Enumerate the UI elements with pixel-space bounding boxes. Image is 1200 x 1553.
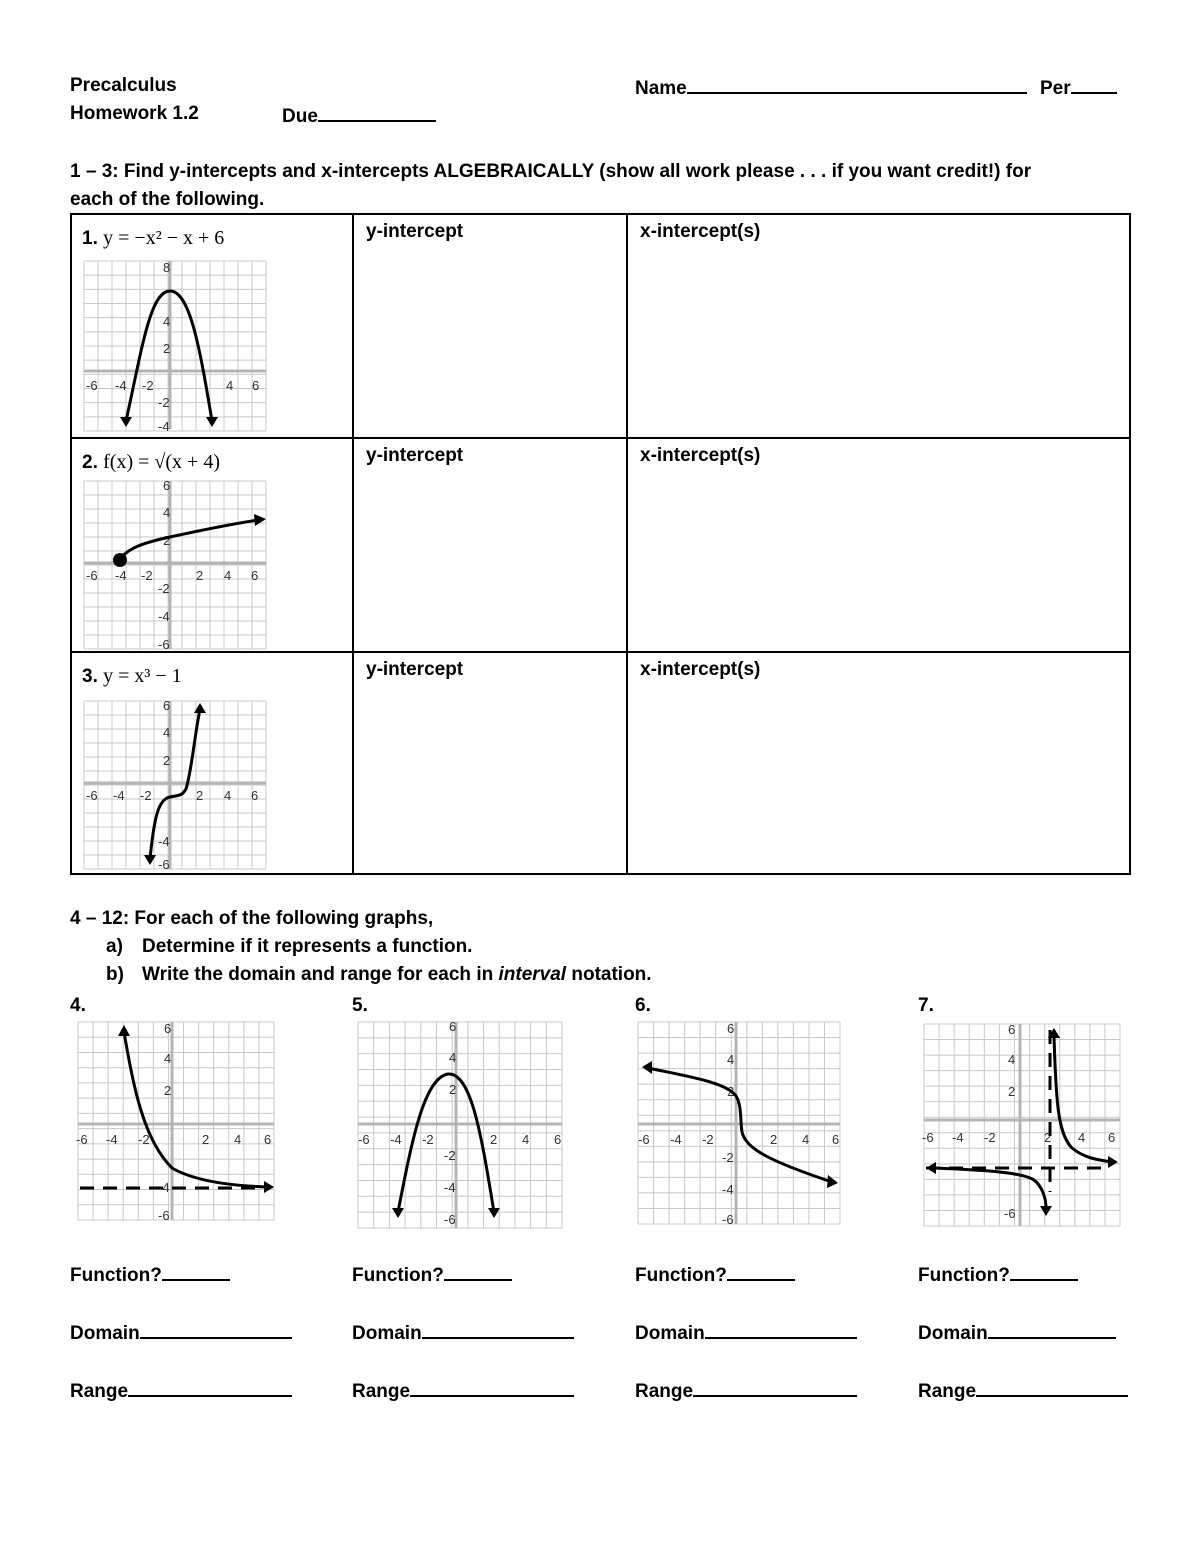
name-blank[interactable]: [687, 75, 1027, 94]
tick: -6: [1004, 1206, 1016, 1221]
tick: -6: [922, 1130, 934, 1145]
tick: -6: [722, 1212, 734, 1226]
tick: 2: [1008, 1084, 1016, 1099]
tick: -6: [76, 1132, 88, 1147]
graph-6: [636, 1020, 842, 1226]
tick: -6: [86, 788, 98, 803]
problem-6-range[interactable]: Range: [635, 1378, 857, 1403]
part2-item-a-letter: a): [106, 936, 123, 957]
problem-6-number: 6.: [635, 995, 651, 1016]
problem-7-range[interactable]: Range: [918, 1378, 1128, 1403]
problem-7-number: 7.: [918, 995, 934, 1016]
course-title: Precalculus: [70, 75, 177, 96]
tick: 4: [449, 1050, 457, 1065]
tick: -2: [444, 1148, 456, 1163]
tick: 6: [164, 1021, 172, 1036]
tick: 4: [226, 378, 234, 393]
tick: 4: [802, 1132, 810, 1147]
graph-4-curve: [124, 1032, 268, 1187]
tick: -4: [158, 1180, 170, 1195]
problem-4-number: 4.: [70, 995, 86, 1016]
problem-3-equation: y = x³ − 1: [103, 665, 182, 687]
problem-3-x-intercepts[interactable]: [627, 652, 1130, 874]
graph-2-curve: [120, 520, 258, 560]
tick: 6: [163, 699, 171, 713]
endpoint-dot: [113, 553, 127, 567]
tick: 8: [163, 260, 171, 275]
x-intercept-header: x-intercept(s): [640, 659, 761, 680]
tick: -6: [86, 568, 98, 583]
tick: 2: [196, 788, 204, 803]
part2-item-a: Determine if it represents a function.: [142, 936, 473, 957]
problem-7-domain[interactable]: Domain: [918, 1320, 1116, 1345]
name-label: Name: [635, 78, 687, 99]
tick: -4: [106, 1132, 118, 1147]
due-blank[interactable]: [318, 103, 436, 122]
tick: -6: [158, 637, 170, 651]
tick: 4: [522, 1132, 530, 1147]
tick: -2: [984, 1130, 996, 1145]
due-field[interactable]: [282, 103, 436, 128]
part2-item-b: Write the domain and range for each in interval notation.: [142, 964, 652, 985]
tick: -6: [158, 857, 170, 871]
graph-1-grid: [84, 261, 266, 431]
tick: -4: [722, 1182, 734, 1197]
tick: -6: [158, 1208, 170, 1222]
part2-item-b-letter: b): [106, 964, 124, 985]
arrow-down-icon: [488, 1208, 500, 1218]
assignment-title: Homework 1.2: [70, 103, 199, 124]
graph-2-grid: [84, 481, 266, 649]
tick: 6: [727, 1021, 735, 1036]
problem-4-function[interactable]: Function?: [70, 1262, 230, 1287]
tick: -2: [158, 581, 170, 596]
tick: -6: [86, 378, 98, 393]
problem-5-range[interactable]: Range: [352, 1378, 574, 1403]
name-field[interactable]: [635, 75, 1027, 100]
tick: 4: [163, 314, 171, 329]
problem-2-cell: [71, 438, 353, 652]
tick: 6: [163, 479, 171, 493]
y-intercept-header: y-intercept: [366, 659, 464, 680]
intercepts-table: [70, 213, 1131, 875]
tick: 4: [1078, 1130, 1086, 1145]
problem-6-domain[interactable]: Domain: [635, 1320, 857, 1345]
tick: -4: [158, 834, 170, 849]
tick: -4: [115, 568, 127, 583]
y-intercept-header: y-intercept: [366, 221, 464, 242]
tick: -4: [444, 1180, 456, 1195]
arrow-left-icon: [642, 1061, 652, 1074]
arrow-right-icon: [254, 514, 266, 526]
tick: 2: [449, 1082, 457, 1097]
problem-2-equation: f(x) = √(x + 4): [103, 451, 220, 473]
period-blank[interactable]: [1071, 75, 1117, 94]
tick: -6: [358, 1132, 370, 1147]
problem-7-function[interactable]: Function?: [918, 1262, 1078, 1287]
tick: -4: [670, 1132, 682, 1147]
tick: 6: [252, 378, 260, 393]
graph-1: [82, 259, 268, 433]
tick: -2: [702, 1132, 714, 1147]
tick: 2: [163, 753, 171, 768]
arrow-down-icon: [392, 1208, 404, 1218]
x-intercept-header: x-intercept(s): [640, 221, 761, 242]
period-label: Per: [1040, 78, 1071, 99]
problem-4-domain[interactable]: Domain: [70, 1320, 292, 1345]
problem-3-y-intercept[interactable]: [353, 652, 627, 874]
tick: 2: [727, 1084, 735, 1099]
period-field[interactable]: [1040, 75, 1117, 100]
graph-2: [82, 479, 268, 651]
part2-instructions: 4 – 12: For each of the following graphs,: [70, 908, 434, 929]
graph-4: [76, 1020, 276, 1222]
problem-1-equation: y = −x² − x + 6: [103, 227, 225, 249]
problem-3-label: 3. y = x³ − 1: [82, 665, 182, 687]
arrow-down-icon: [1040, 1206, 1052, 1216]
arrow-right-icon: [264, 1181, 274, 1193]
tick: -2: [142, 378, 154, 393]
tick: 2: [164, 1083, 172, 1098]
problem-2-y-intercept[interactable]: [353, 438, 627, 652]
tick: -4: [158, 609, 170, 624]
problem-2-label: 2. f(x) = √(x + 4): [82, 451, 220, 473]
tick: 4: [234, 1132, 242, 1147]
tick: 4: [163, 505, 171, 520]
problem-5-number: 5.: [352, 995, 368, 1016]
tick: 6: [251, 568, 259, 583]
tick: 4: [164, 1051, 172, 1066]
problem-4-range[interactable]: Range: [70, 1378, 292, 1403]
tick: 6: [264, 1132, 272, 1147]
graph-3: [82, 699, 268, 871]
tick: 4: [727, 1052, 735, 1067]
tick: -6: [638, 1132, 650, 1147]
tick: -2: [138, 1132, 150, 1147]
part1-instructions: 1 – 3: Find y-intercepts and x-intercepts ALGEBRAICALLY (show all work please . . . if you want credit!) for: [70, 161, 1032, 182]
tick: 2: [202, 1132, 210, 1147]
tick: 2: [490, 1132, 498, 1147]
problem-1-label: 1. y = −x² − x + 6: [82, 227, 225, 249]
graph-7: [922, 1022, 1122, 1228]
tick: 6: [449, 1020, 457, 1034]
graph-5: [356, 1020, 564, 1230]
tick: -6: [444, 1212, 456, 1227]
tick: -2: [722, 1150, 734, 1165]
due-label: Due: [282, 106, 318, 127]
arrow-right-icon: [1108, 1156, 1118, 1168]
problem-3-cell: [71, 652, 353, 874]
tick: 6: [832, 1132, 840, 1147]
x-intercept-header: x-intercept(s): [640, 445, 761, 466]
tick: -2: [140, 788, 152, 803]
arrow-down-icon: [206, 417, 218, 427]
tick: 6: [554, 1132, 562, 1147]
tick: -2: [158, 395, 170, 410]
tick: -4: [390, 1132, 402, 1147]
tick: 4: [224, 788, 232, 803]
tick: -4: [115, 378, 127, 393]
tick: 6: [1108, 1130, 1116, 1145]
arrow-up-icon: [118, 1025, 130, 1036]
graph-7-grid: [924, 1024, 1120, 1226]
graph-4-grid: [78, 1022, 274, 1220]
tick: 2: [163, 341, 171, 356]
tick: -2: [141, 568, 153, 583]
tick: -2: [422, 1132, 434, 1147]
tick: 4: [224, 568, 232, 583]
problem-1-x-intercepts[interactable]: [627, 214, 1130, 438]
graph-3-grid: [84, 701, 266, 869]
tick: 4: [1008, 1052, 1016, 1067]
y-intercept-header: y-intercept: [366, 445, 464, 466]
tick: -4: [952, 1130, 964, 1145]
problem-5-function[interactable]: Function?: [352, 1262, 512, 1287]
problem-2-x-intercepts[interactable]: [627, 438, 1130, 652]
problem-5-domain[interactable]: Domain: [352, 1320, 574, 1345]
tick: 6: [1008, 1022, 1016, 1037]
problem-1-y-intercept[interactable]: [353, 214, 627, 438]
part1-instructions-cont: each of the following.: [70, 189, 265, 210]
problem-1-cell: [71, 214, 353, 438]
tick: 2: [196, 568, 204, 583]
arrow-down-icon: [120, 417, 132, 427]
tick: -4: [113, 788, 125, 803]
tick: -4: [158, 419, 170, 433]
tick: 6: [251, 788, 259, 803]
tick: 2: [770, 1132, 778, 1147]
tick: 2: [1044, 1130, 1052, 1145]
tick: 4: [163, 725, 171, 740]
tick: 2: [163, 533, 171, 548]
problem-6-function[interactable]: Function?: [635, 1262, 795, 1287]
